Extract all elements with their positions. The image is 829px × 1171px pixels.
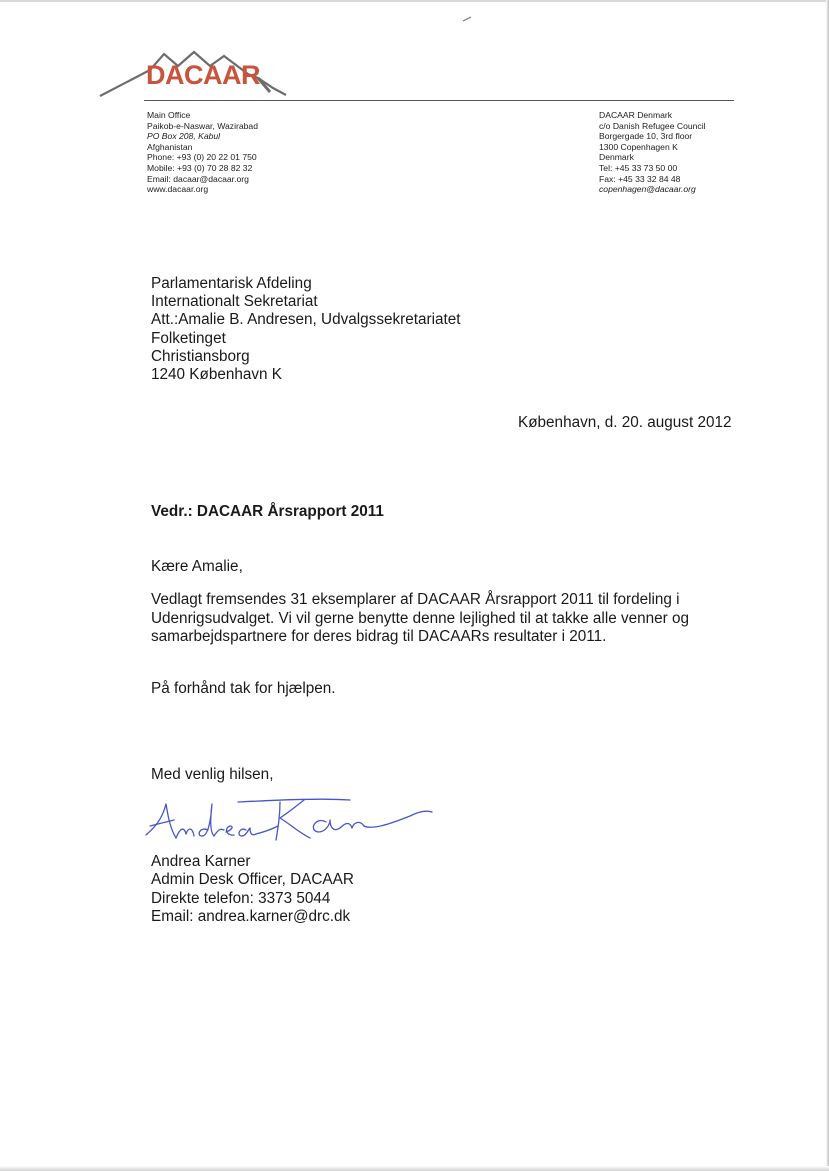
recipient-line: Parlamentarisk Afdeling	[151, 275, 312, 292]
header-divider	[144, 100, 734, 101]
body-paragraph	[151, 591, 741, 647]
address-line: 1300 Copenhagen K	[599, 141, 678, 152]
body-line: Udenrigsudvalget. Vi vil gerne benytte denne lejlighed til at takke alle venner og	[151, 609, 690, 627]
body-line: Vedlagt fremsendes 31 eksemplarer af DACAAR Årsrapport 2011 til fordeling i	[151, 591, 680, 608]
denmark-office-address	[599, 110, 706, 195]
recipient-block	[151, 275, 461, 384]
address-line: Paikob-e-Naswar, Wazirabad	[147, 120, 258, 131]
sender-block	[151, 853, 354, 926]
address-line: www.dacaar.org	[147, 184, 209, 195]
recipient-line: 1240 København K	[151, 366, 282, 384]
subject-line: Vedr.: DACAAR Årsrapport 2011	[151, 503, 384, 520]
address-line: Mobile: +93 (0) 70 28 82 32	[147, 162, 253, 173]
scan-speck	[462, 16, 472, 22]
address-line: PO Box 208, Kabul	[147, 131, 221, 142]
address-line: Denmark	[599, 152, 634, 163]
scan-edge-top	[0, 0, 829, 2]
address-line: Phone: +93 (0) 20 22 01 750	[147, 152, 257, 163]
recipient-line: Internationalt Sekretariat	[151, 293, 318, 311]
recipient-line: Att.:Amalie B. Andresen, Udvalgssekretariatet	[151, 311, 461, 329]
sender-email: Email: andrea.karner@drc.dk	[151, 907, 351, 925]
closing-line: Med venlig hilsen,	[151, 766, 274, 783]
recipient-line: Christiansborg	[151, 347, 250, 365]
date-line: København, d. 20. august 2012	[518, 414, 732, 431]
address-line: Fax: +45 33 32 84 48	[599, 173, 681, 184]
thanks-line: På forhånd tak for hjælpen.	[151, 680, 336, 697]
address-line: Email: dacaar@dacaar.org	[147, 173, 249, 184]
sender-phone: Direkte telefon: 3373 5044	[151, 889, 331, 907]
address-line: Tel: +45 33 73 50 00	[599, 162, 678, 173]
address-line: Afghanistan	[147, 141, 193, 152]
logo-wordmark: DACAAR	[146, 60, 260, 90]
address-line: c/o Danish Refugee Council	[599, 120, 706, 131]
salutation: Kære Amalie,	[151, 558, 243, 575]
body-line: samarbejdspartnere for deres bidrag til DACAARs resultater i 2011.	[151, 628, 607, 645]
address-line: copenhagen@dacaar.org	[599, 184, 696, 195]
recipient-line: Folketinget	[151, 329, 226, 347]
address-line: DACAAR Denmark	[599, 110, 673, 120]
main-office-address	[147, 110, 258, 195]
address-line: Main Office	[147, 110, 191, 120]
scan-edge-bottom	[0, 1166, 829, 1171]
sender-name: Andrea Karner	[151, 853, 251, 870]
handwritten-signature	[140, 790, 440, 860]
address-line: Borgergade 10, 3rd floor	[599, 131, 693, 142]
sender-title: Admin Desk Officer, DACAAR	[151, 871, 354, 889]
